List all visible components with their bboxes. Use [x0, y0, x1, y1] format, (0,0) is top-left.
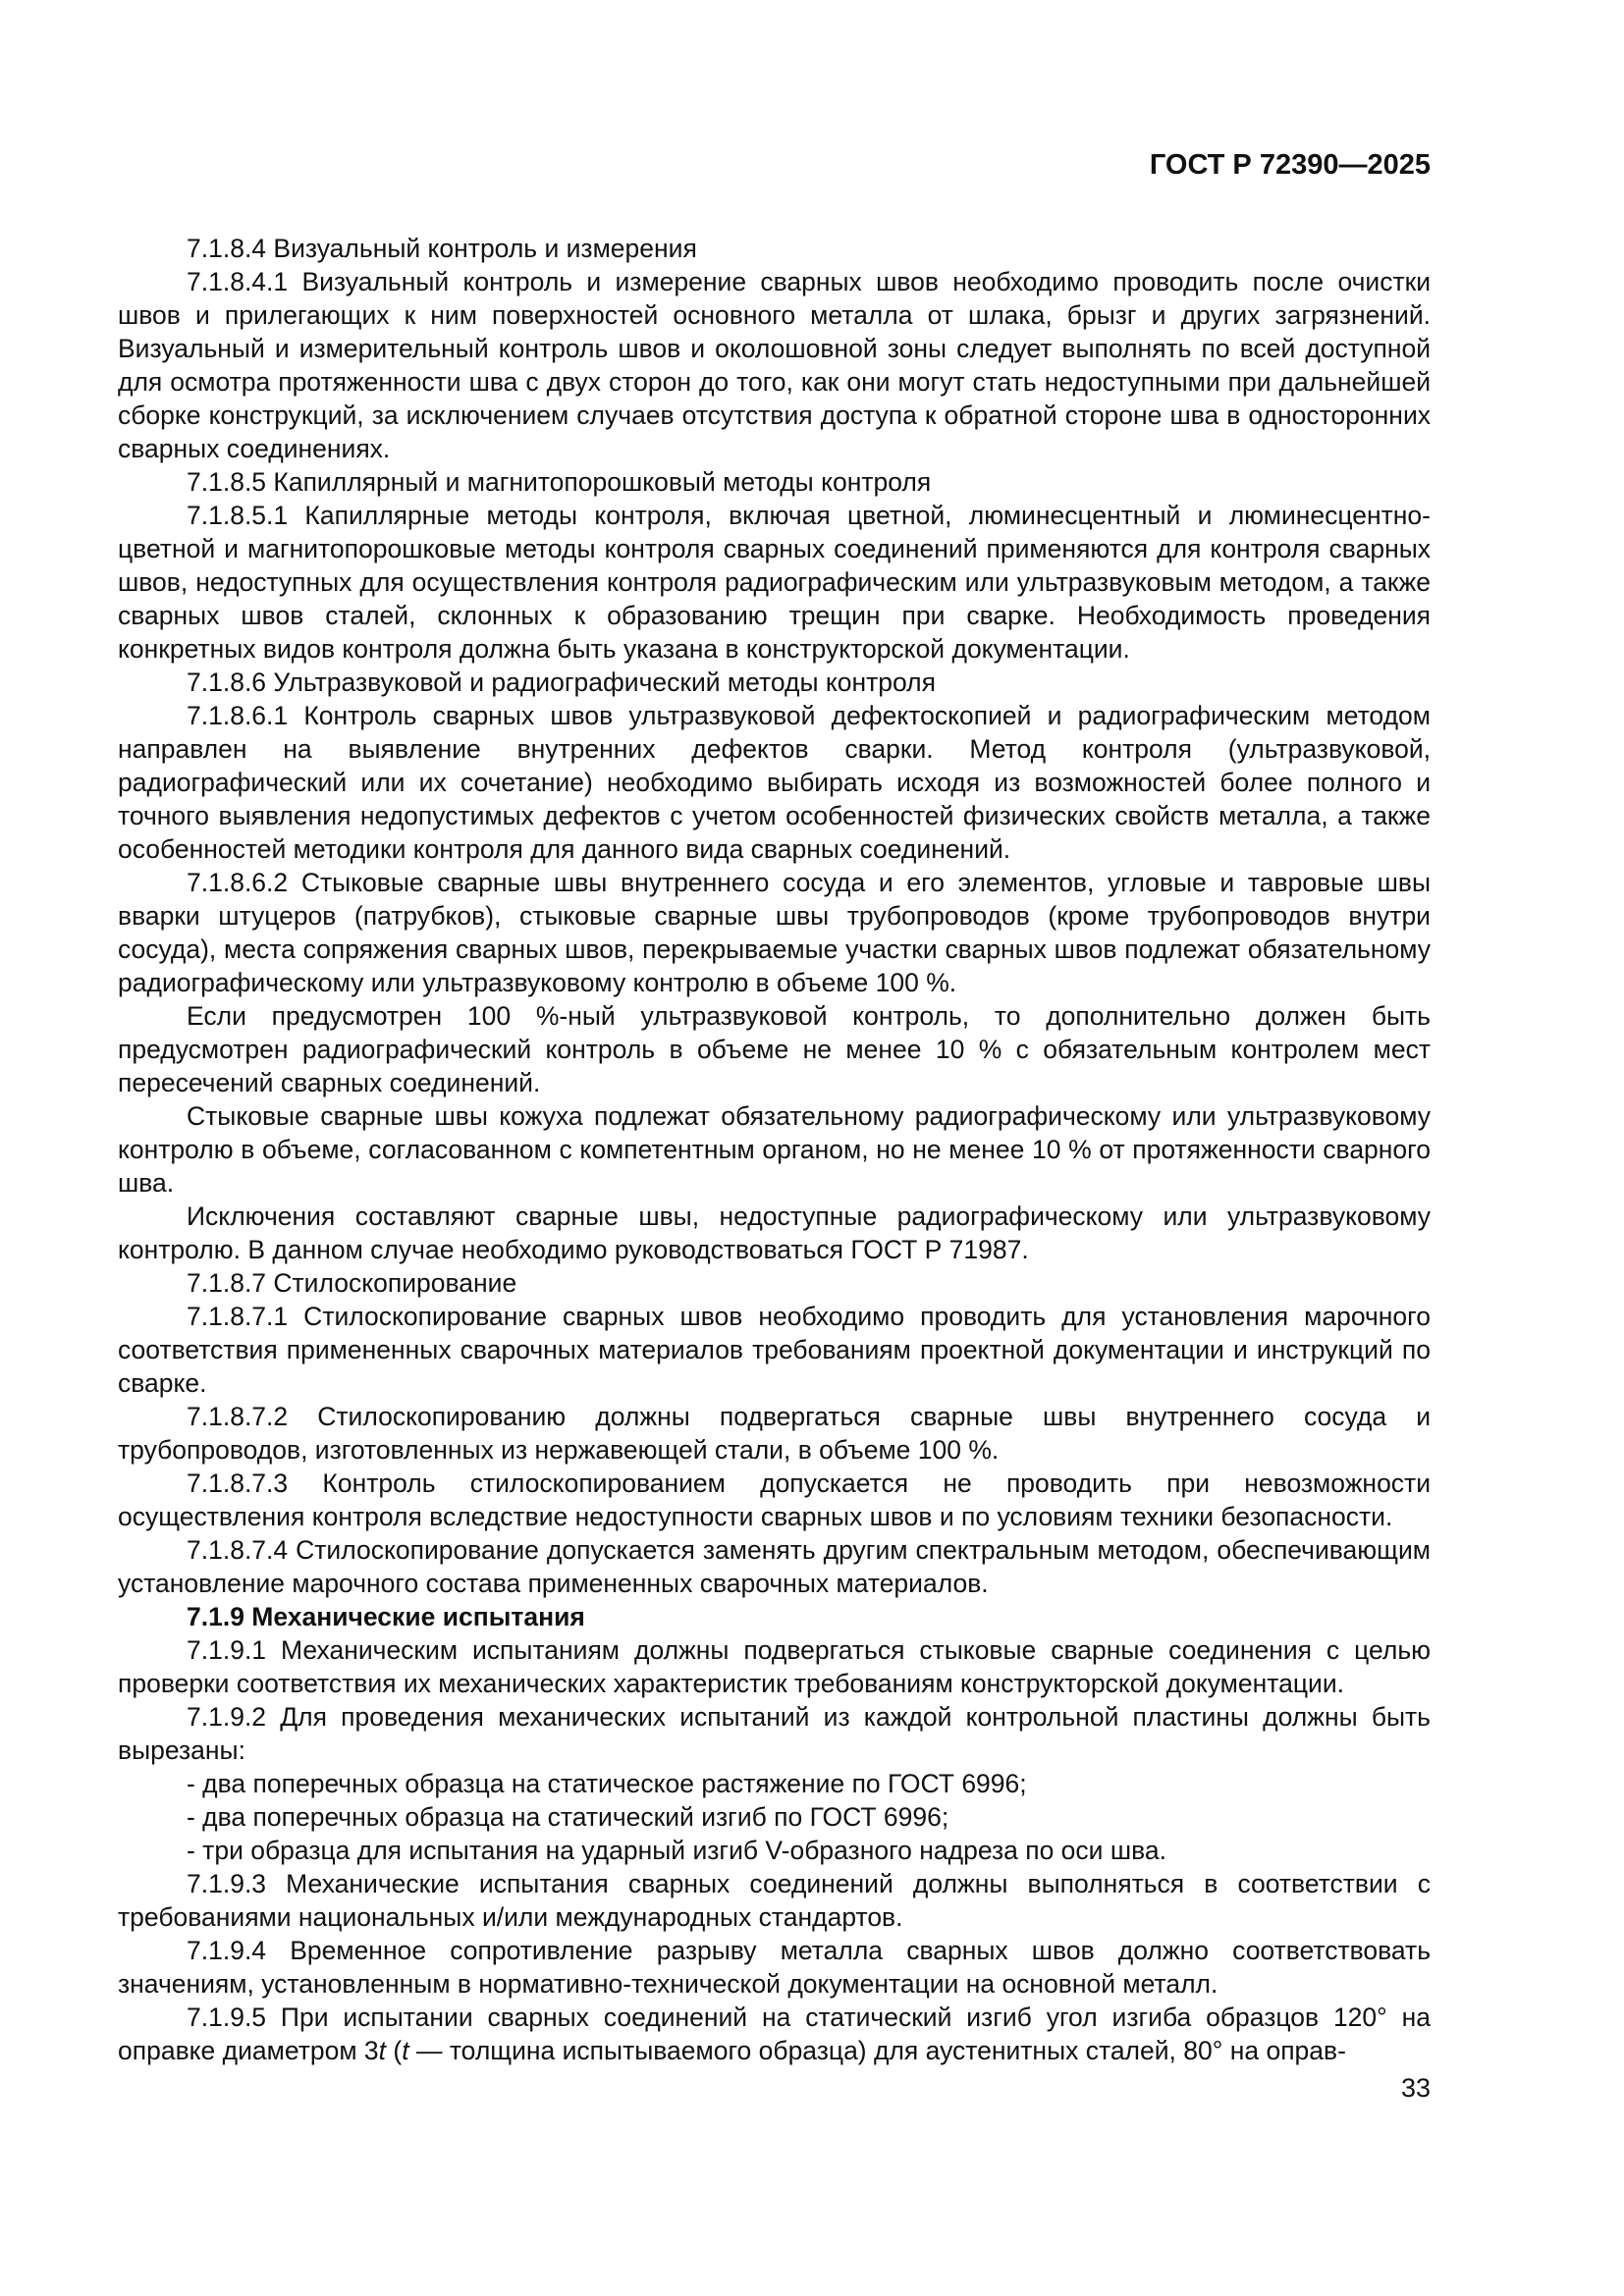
document-body — [118, 232, 1431, 2067]
para-ultrasonic-100-percent: Если предусмотрен 100 %-ный ультразвуковой контроль, то дополнительно должен быть предусмотрен радиографический контроль в объеме не менее 10 % с обязательным контролем мест пересечений сварных соединений. — [118, 1001, 1431, 1097]
text-run: ( — [386, 2036, 403, 2065]
para-7-1-8-6-1: 7.1.8.6.1 Контроль сварных швов ультразвуковой дефектоскопией и радиографическим методом направлен на выявление внутренних дефектов сварки. Метод контроля (ультразвуковой, радиографический или их сочетание) необходимо выбирать исходя из возможностей более полного и точного выявления недопустимых дефектов с учетом особенностей физических свойств металла, а также особенностей методики контроля для данного вида сварных соединений. — [118, 701, 1431, 864]
heading-7-1-8-5: 7.1.8.5 Капиллярный и магнитопорошковый методы контроля — [187, 467, 932, 497]
heading-7-1-8-6: 7.1.8.6 Ультразвуковой и радиографический методы контроля — [187, 667, 936, 697]
italic-variable-t: t — [402, 2036, 409, 2065]
para-7-1-9-4: 7.1.9.4 Временное сопротивление разрыву металла сварных швов должно соответствовать значениям, установленным в нормативно-технической документации на основной металл. — [118, 1936, 1431, 1999]
list-item-tension-specimens: - два поперечных образца на статическое растяжение по ГОСТ 6996; — [187, 1769, 1027, 1798]
standard-code-header: ГОСТ Р 72390—2025 — [1149, 149, 1431, 181]
para-7-1-8-5-1: 7.1.8.5.1 Капиллярные методы контроля, включая цветной, люминесцентный и люминесцентно-цветной и магнитопорошковые методы контроля сварных соединений применяются для контроля сварных швов, недоступных для осуществления контроля радиографическим или ультразвуковым методом, а также сварных швов сталей, склонных к образованию трещин при сварке. Необходимость проведения конкретных видов контроля должна быть указана в конструкторской документации. — [118, 501, 1431, 664]
italic-variable-t: t — [378, 2036, 387, 2065]
heading-7-1-8-4: 7.1.8.4 Визуальный контроль и измерения — [187, 234, 697, 263]
text-run: 7.1.9.5 При испытании сварных соединений на статический изгиб угол изгиба образцов 120° на оправке диаметром 3 — [118, 2002, 1431, 2065]
para-7-1-9-3: 7.1.9.3 Механические испытания сварных соединений должны выполняться в соответствии с требованиями национальных и/или международных стандартов. — [118, 1869, 1431, 1932]
list-item-impact-specimens: - три образца для испытания на ударный изгиб V-образного надреза по оси шва. — [187, 1836, 1166, 1865]
para-exceptions: Исключения составляют сварные швы, недоступные радиографическому или ультразвуковому контролю. В данном случае необходимо руководствоваться ГОСТ Р 71987. — [118, 1201, 1431, 1264]
para-7-1-8-7-4: 7.1.8.7.4 Стилоскопирование допускается заменять другим спектральным методом, обеспечивающим установление марочного состава примененных сварочных материалов. — [118, 1535, 1431, 1598]
para-7-1-9-1: 7.1.9.1 Механическим испытаниям должны подвергаться стыковые сварные соединения с целью проверки соответствия их механических характеристик требованиям конструкторской документации. — [118, 1635, 1431, 1698]
para-7-1-8-7-1: 7.1.8.7.1 Стилоскопирование сварных швов необходимо проводить для установления марочного соответствия примененных сварочных материалов требованиям проектной документации и инструкций по сварке. — [118, 1302, 1431, 1398]
list-item-bend-specimens: - два поперечных образца на статический изгиб по ГОСТ 6996; — [187, 1802, 949, 1832]
page-number: 33 — [1400, 2073, 1431, 2103]
heading-7-1-9: 7.1.9 Механические испытания — [187, 1602, 585, 1631]
para-shell-butt-welds: Стыковые сварные швы кожуха подлежат обязательному радиографическому или ультразвуковому контролю в объеме, согласованном с компетентным органом, но не менее 10 % от протяженности сварного шва. — [118, 1101, 1431, 1198]
para-7-1-8-6-2: 7.1.8.6.2 Стыковые сварные швы внутреннего сосуда и его элементов, угловые и тавровые швы вварки штуцеров (патрубков), стыковые сварные швы трубопроводов (кроме трубопроводов внутри сосуда), места сопряжения сварных швов, перекрываемые участки сварных швов подлежат обязательному радиографическому или ультразвуковому контролю в объеме 100 %. — [118, 868, 1431, 997]
para-7-1-9-5 — [118, 2001, 1431, 2067]
para-7-1-8-7-3: 7.1.8.7.3 Контроль стилоскопированием допускается не проводить при невозможности осуществления контроля вследствие недоступности сварных швов и по условиям техники безопасности. — [118, 1468, 1431, 1531]
heading-7-1-8-7: 7.1.8.7 Стилоскопирование — [187, 1268, 517, 1298]
text-run: — толщина испытываемого образца) для аустенитных сталей, 80° на оправ- — [408, 2036, 1346, 2065]
para-7-1-8-7-2: 7.1.8.7.2 Стилоскопированию должны подвергаться сварные швы внутреннего сосуда и трубопроводов, изготовленных из нержавеющей стали, в объеме 100 %. — [118, 1402, 1431, 1465]
para-7-1-9-2: 7.1.9.2 Для проведения механических испытаний из каждой контрольной пластины должны быть вырезаны: — [118, 1702, 1431, 1765]
para-7-1-8-4-1: 7.1.8.4.1 Визуальный контроль и измерение сварных швов необходимо проводить после очистки швов и прилегающих к ним поверхностей основного металла от шлака, брызг и других загрязнений. Визуальный и измерительный контроль швов и околошовной зоны следует выполнять по всей доступной для осмотра протяженности шва с двух сторон до того, как они могут стать недоступными при дальнейшей сборке конструкций, за исключением случаев отсутствия доступа к обратной стороне шва в односторонних сварных соединениях. — [118, 267, 1431, 463]
